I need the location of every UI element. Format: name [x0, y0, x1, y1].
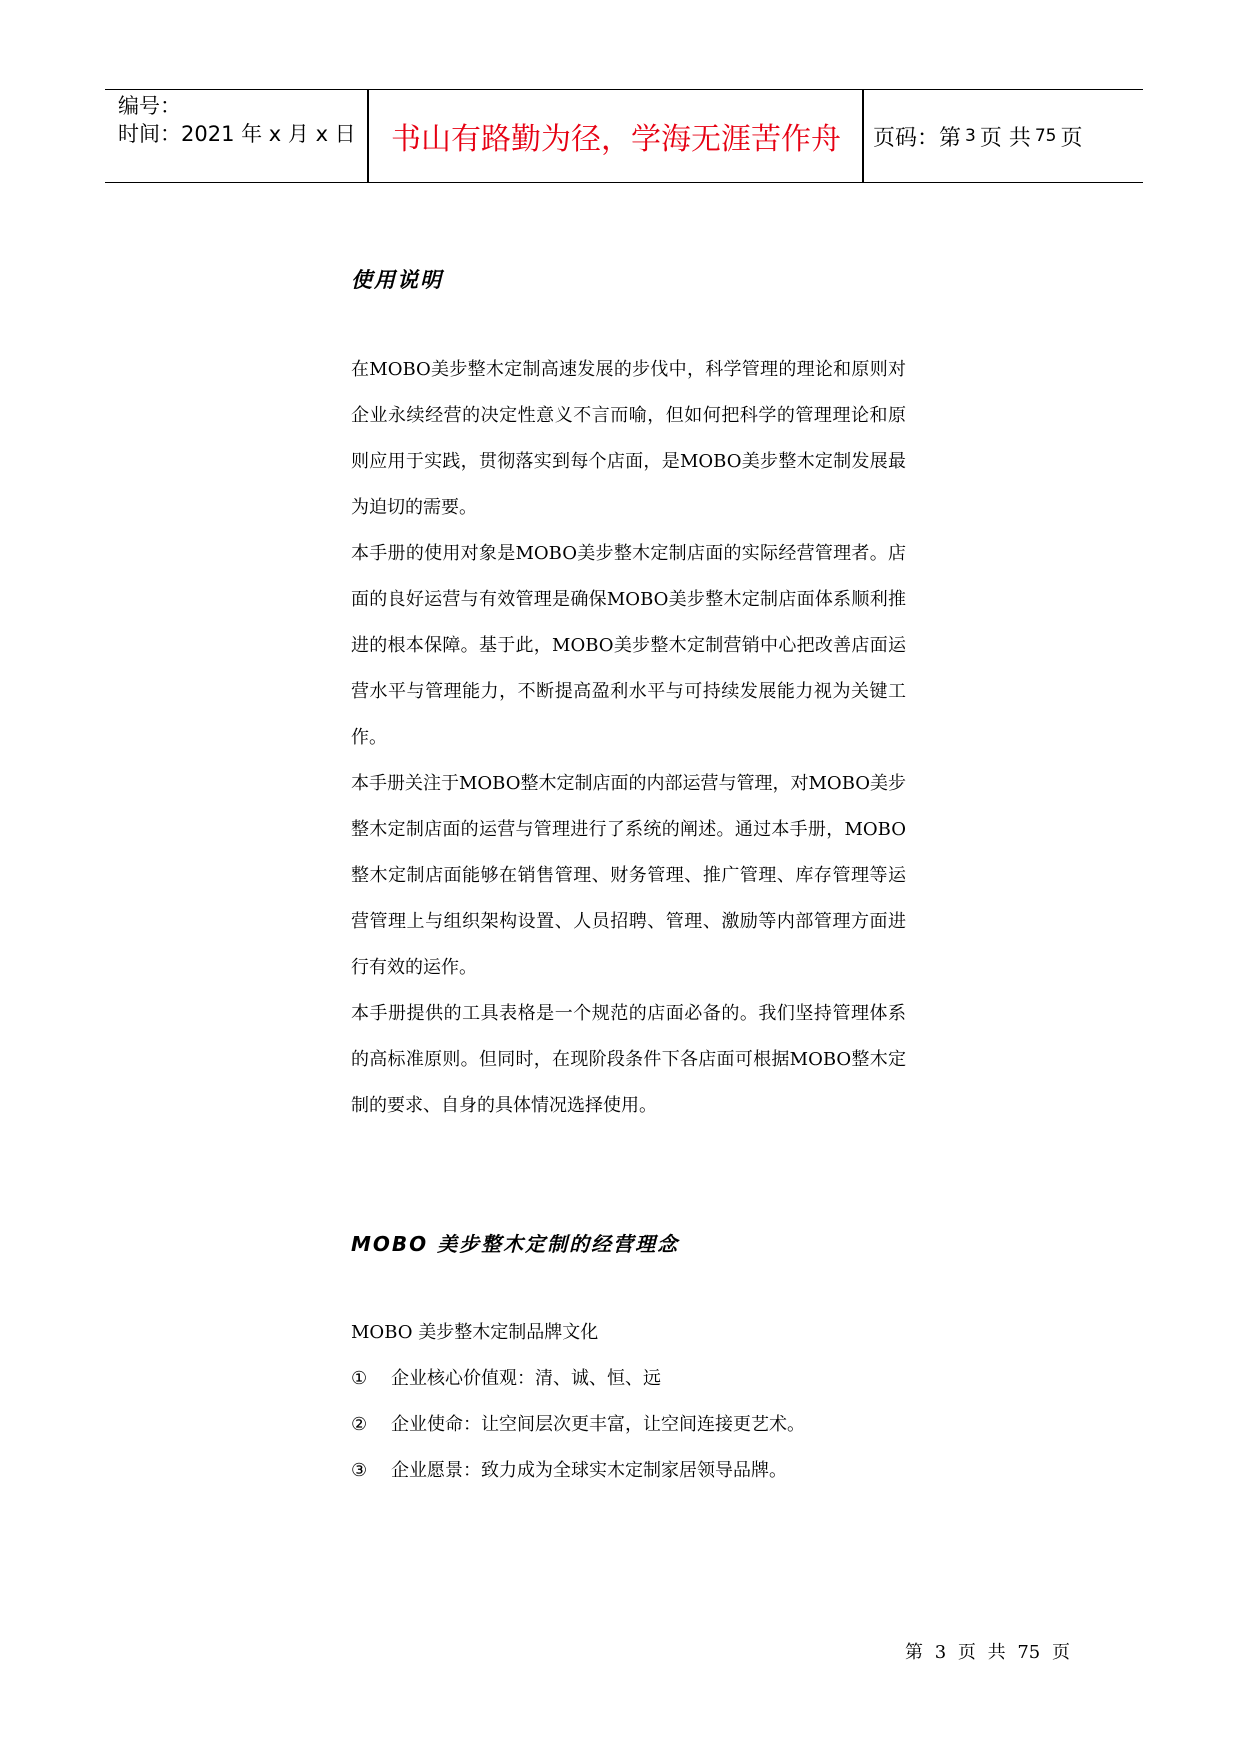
header-page-number — [873, 90, 1083, 182]
page-suffix: 页 — [1060, 125, 1083, 151]
item-number: ③ — [351, 1460, 368, 1481]
list-item — [351, 1364, 661, 1394]
header-info — [118, 92, 356, 148]
section-title-instructions: 使用说明 — [351, 268, 443, 292]
page-prefix: 页码：第 — [873, 125, 962, 151]
item-number: ② — [351, 1414, 368, 1435]
item-number: ① — [351, 1368, 368, 1389]
section-title-philosophy: MOBO 美步整木定制的经营理念 — [351, 1232, 680, 1256]
time-label: 时间：2021 年 x 月 x 日 — [118, 122, 356, 146]
brand-culture-subtitle: MOBO 美步整木定制品牌文化 — [351, 1322, 599, 1343]
list-item — [351, 1410, 805, 1440]
paragraph: 本手册提供的工具表格是一个规范的店面必备的。我们坚持管理体系的高标准原则。但同时，在现阶段条件下各店面可根据MOBO整木定制的要求、自身的具体情况选择使用。 — [351, 1003, 906, 1116]
paragraph: 本手册的使用对象是MOBO美步整木定制店面的实际经营管理者。店面的良好运营与有效管理是确保MOBO美步整木定制店面体系顺利推进的根本保障。基于此，MOBO美步整木定制营销中心把改善店面运营水平与管理能力，不断提高盈利水平与可持续发展能力视为关键工作。 — [351, 543, 906, 748]
header-divider-right — [862, 90, 864, 182]
paragraph: 本手册关注于MOBO整木定制店面的内部运营与管理，对MOBO美步整木定制店面的运营与管理进行了系统的阐述。通过本手册，MOBO整木定制店面能够在销售管理、财务管理、推广管理、库存管理等运营管理上与组织架构设置、人员招聘、管理、激励等内部管理方面进行有效的运作。 — [351, 773, 907, 978]
header-divider-left — [367, 90, 369, 182]
number-label: 编号： — [118, 94, 181, 118]
page-header — [105, 89, 1143, 183]
item-text: 企业愿景：致力成为全球实木定制家居领导品牌。 — [391, 1460, 787, 1481]
header-motto: 书山有路勤为径，学海无涯苦作舟 — [391, 122, 841, 157]
page-footer: 第 3 页 共 75 页 — [905, 1642, 1070, 1663]
list-item — [351, 1456, 787, 1486]
instructions-body — [351, 347, 906, 1129]
page-middle: 页 共 — [979, 125, 1031, 151]
paragraph: 在MOBO美步整木定制高速发展的步伐中，科学管理的理论和原则对企业永续经营的决定性意义不言而喻，但如何把科学的管理理论和原则应用于实践，贯彻落实到每个店面，是MOBO美步整木定制发展最为迫切的需要。 — [351, 359, 906, 518]
item-text: 企业使命：让空间层次更丰富，让空间连接更艺术。 — [391, 1414, 805, 1435]
page-current: 3 — [965, 126, 976, 146]
page-total: 75 — [1034, 126, 1057, 146]
item-text: 企业核心价值观：清、诚、恒、远 — [391, 1368, 661, 1389]
